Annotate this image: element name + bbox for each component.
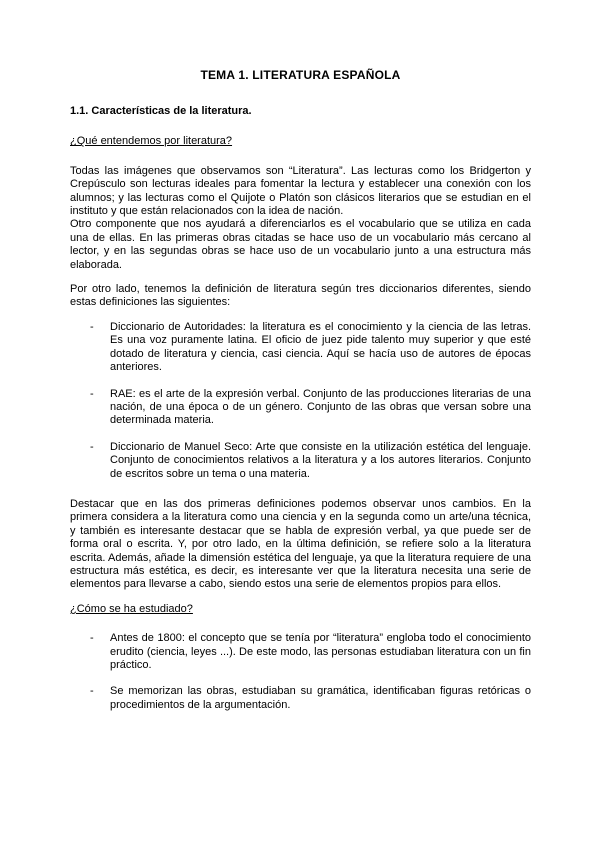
- bullet-study-memorize-works: Se memorizan las obras, estudiaban su gramática, identificaban figuras retóricas o procedimientos de la argumentación.: [110, 685, 531, 711]
- list-item: [70, 388, 531, 428]
- section-heading-1-1: 1.1. Características de la literatura.: [70, 105, 252, 117]
- paragraph-definitions-analysis: Destacar que en las dos primeras definiciones podemos observar unos cambios. En la primera considera a la literatura como una ciencia y en la segunda como un arte/una técnica, y también es interesante destacar que se habla de expresión verbal, ya que puede ser de forma oral o escrita. Y, por otro lado, en la última definición, se refiere solo a la literatura escrita. Además, añade la dimensión estética del lenguaje, ya que la literatura requiere de una estructura más estética, es decir, es interesante ver que la literatura necesita una serie de elementos para llevarse a cabo, siendo estos una serie de elementos propios para ellos.: [70, 497, 531, 591]
- subsection-question-what-is-literature: ¿Qué entendemos por literatura?: [70, 135, 233, 148]
- list-item: [70, 685, 531, 712]
- paragraph-vocabulary-difference: Otro componente que nos ayudará a diferenciarlos es el vocabulario que se utiliza en cada una de ellas. En las primeras obras citadas se hace uso de un vocabulario más cercano al lector, y en las segundas obras se hace uso de un vocabulario junto a una estructura más elaborada.: [70, 218, 531, 271]
- paragraph-literature-examples: Todas las imágenes que observamos son “Literatura”. Las lecturas como los Bridgerton y Crepúsculo son lecturas ideales para fomentar la lectura y establecer una conexión con los alumnos; y las lecturas como el Quijote o Platón son clásicos literarios que se estudian en el instituto y que están relacionados con la idea de nación.: [70, 164, 531, 218]
- bullet-definition-manuel-seco: Diccionario de Manuel Seco: Arte que consiste en la utilización estética del lenguaje. Conjunto de conocimientos relativos a la literatura y a los autores literarios. Conjunto de escritos sobre un tema o una materia.: [110, 440, 531, 480]
- dash-bullet-icon: -: [90, 387, 94, 400]
- bullet-definition-autoridades: Diccionario de Autoridades: la literatura es el conocimiento y la ciencia de las letras. Es una voz puramente latina. El oficio de juez pide talento muy superior y que esté dotado de literatura y ciencia, casi ciencia. Aquí se hacía uso de autores de épocas anteriores.: [110, 320, 531, 374]
- dash-bullet-icon: -: [90, 320, 94, 333]
- bullet-study-before-1800: Antes de 1800: el concepto que se tenía por “literatura” engloba todo el conocimiento erudito (ciencia, leyes ...). De este modo, las personas estudiaban literatura con un fin práctico.: [110, 632, 531, 671]
- document-title: TEMA 1. LITERATURA ESPAÑOLA: [200, 68, 401, 82]
- list-item: [70, 632, 531, 672]
- list-item: [70, 441, 531, 481]
- dash-bullet-icon: -: [90, 685, 94, 698]
- bullet-definition-rae: RAE: es el arte de la expresión verbal. Conjunto de las producciones literarias de una nación, de una época o de un género. Conjunto de las obras que versan sobre una determinada materia.: [110, 387, 531, 427]
- paragraph-dictionary-intro: Por otro lado, tenemos la definición de literatura según tres diccionarios diferentes, siendo estas definiciones las siguientes:: [70, 283, 531, 309]
- subsection-question-how-studied: ¿Cómo se ha estudiado?: [70, 602, 193, 615]
- definitions-bullet-list: [70, 321, 531, 481]
- dash-bullet-icon: -: [90, 440, 94, 453]
- list-item: [70, 321, 531, 375]
- dash-bullet-icon: -: [90, 632, 94, 645]
- study-bullet-list: [70, 632, 531, 712]
